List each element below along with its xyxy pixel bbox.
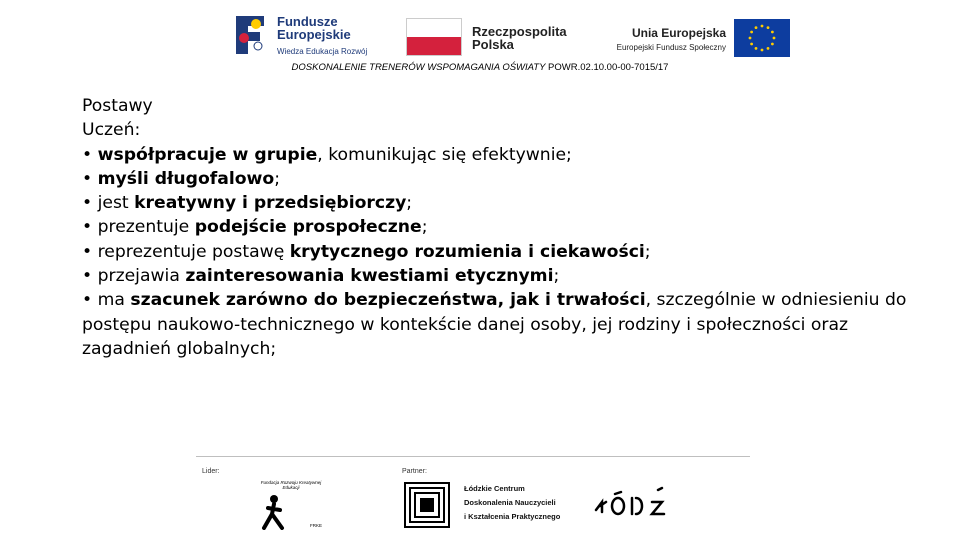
eu-flag-icon <box>734 19 790 57</box>
eu-star-icon <box>749 37 752 40</box>
lodz-city-logo-icon <box>592 480 676 524</box>
leader-logo-small: FRKE <box>309 523 322 528</box>
section-heading: Postawy <box>82 96 153 116</box>
list-item: • przejawia zainteresowania kwestiami etycznymi; <box>82 266 560 287</box>
fundusze-europejskie-logo <box>234 10 379 60</box>
logo-strip <box>230 10 790 60</box>
walking-figure-icon <box>260 494 288 530</box>
partner-line2: Doskonalenia Nauczycieli <box>464 498 556 507</box>
leader-logo <box>256 472 326 530</box>
ue-title: Unia Europejska <box>631 26 726 40</box>
unia-europejska-logo <box>600 18 790 58</box>
partner-name <box>464 482 560 524</box>
emphasis: krytycznego rozumienia i ciekawości <box>289 241 645 262</box>
eu-star-icon <box>767 47 770 50</box>
list-item: • jest kreatywny i przedsiębiorczy; <box>82 193 413 214</box>
project-title <box>0 62 960 73</box>
project-code: POWR.02.10.00-00-7015/17 <box>545 62 669 73</box>
eu-star-icon <box>771 43 774 46</box>
list-item: • ma szacunek zarówno do bezpieczeństwa, jak i trwałości, szczególnie w odniesieniu do postępu naukowo-technicznego w kontekście danej osoby, jej rodziny i społeczności oraz zagadnień globalnych; <box>82 290 907 359</box>
eu-star-icon <box>761 49 764 52</box>
ue-subtitle: Europejski Fundusz Społeczny <box>616 43 726 52</box>
emphasis: współpracuje w grupie <box>97 144 318 165</box>
fundusze-europejskie-mark-icon <box>234 12 270 56</box>
emphasis: zainteresowania kwestiami etycznymi <box>185 266 554 287</box>
eu-star-icon <box>750 31 753 34</box>
footer-divider <box>196 456 750 457</box>
eu-star-icon <box>773 37 776 40</box>
list-item: • współpracuje w grupie, komunikując się efektywnie; <box>82 144 572 165</box>
lcdnikp-logo-icon <box>404 482 450 528</box>
content-text <box>82 94 942 361</box>
leader-label: Lider: <box>202 468 220 475</box>
rp-text <box>472 25 567 51</box>
emphasis: szacunek zarówno do bezpieczeństwa, jak i trwałości <box>130 290 646 311</box>
eu-star-icon <box>761 25 764 28</box>
footer-partners <box>196 456 750 532</box>
eu-star-icon <box>755 47 758 50</box>
partner-line1: Łódzkie Centrum <box>464 484 525 493</box>
list-item: • reprezentuje postawę krytycznego rozumienia i ciekawości; <box>82 241 651 262</box>
list-item: • myśli długofalowo; <box>82 168 281 189</box>
eu-star-icon <box>755 26 758 29</box>
eu-star-icon <box>767 26 770 29</box>
fe-title <box>277 15 351 41</box>
list-item: • prezentuje podejście prospołeczne; <box>82 217 428 238</box>
emphasis: myśli długofalowo <box>97 168 275 189</box>
rp-line2: Polska <box>472 37 514 52</box>
rp-line1: Rzeczpospolita <box>472 24 567 39</box>
emphasis: podejście prospołeczne <box>194 217 422 238</box>
rzeczpospolita-polska-logo <box>406 18 586 58</box>
fe-title-line2: Europejskie <box>277 27 351 42</box>
project-name: DOSKONALENIE TRENERÓW WSPOMAGANIA OŚWIATY <box>291 62 546 73</box>
fe-title-line1: Fundusze <box>277 14 338 29</box>
emphasis: kreatywny i przedsiębiorczy <box>134 193 407 214</box>
eu-star-icon <box>750 43 753 46</box>
poland-flag-icon <box>406 18 462 56</box>
fe-subtitle: Wiedza Edukacja Rozwój <box>277 47 368 56</box>
leader-logo-text: Fundacja Rozwoju Kreatywnej Edukacji <box>260 480 322 490</box>
partner-label: Partner: <box>402 468 427 475</box>
partner-line3: i Kształcenia Praktycznego <box>464 512 561 521</box>
intro-line: Uczeń: <box>82 120 141 141</box>
eu-star-icon <box>771 31 774 34</box>
